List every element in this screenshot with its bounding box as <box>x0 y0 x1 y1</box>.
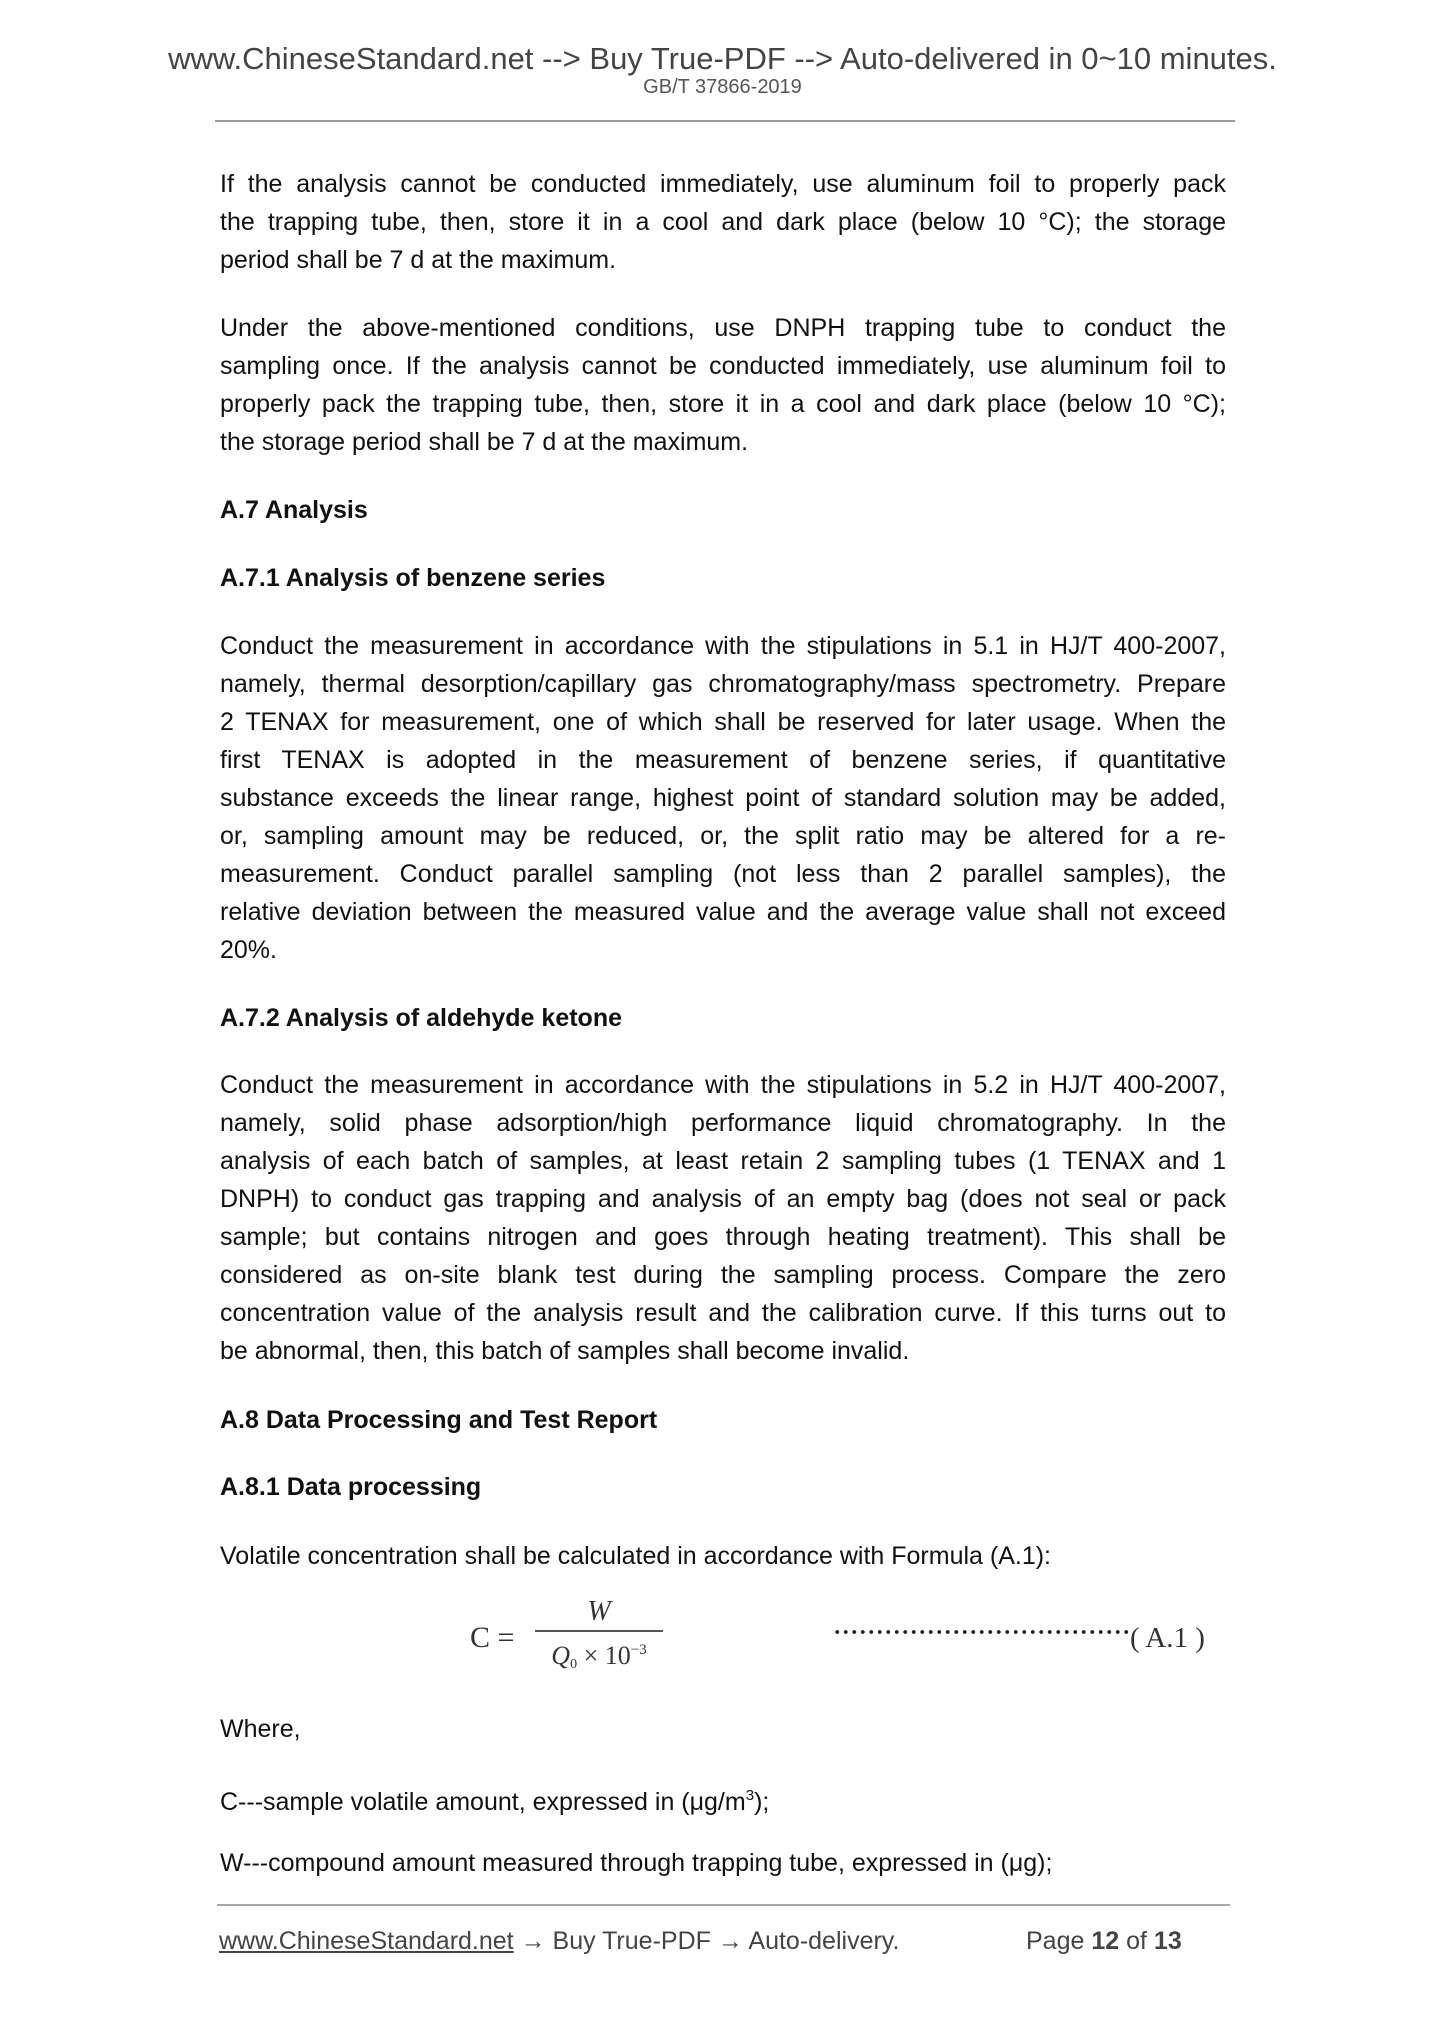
text-line: Under the above-mentioned conditions, use DNPH trapping tube to conduct the <box>220 314 1226 342</box>
text-line: relative deviation between the measured value and the average value shall not exceed <box>220 898 1226 926</box>
footer-site-link[interactable]: www.ChineseStandard.net <box>219 1927 514 1955</box>
fraction-bar <box>535 1630 663 1632</box>
header-divider <box>215 120 1235 122</box>
page-current: 12 <box>1091 1927 1120 1955</box>
page-indicator <box>1026 1922 1182 1960</box>
formula-fraction <box>535 1596 663 1680</box>
page-label: Page <box>1026 1927 1085 1955</box>
footer-divider <box>217 1904 1230 1906</box>
where-label: Where, <box>220 1715 301 1743</box>
text-line: be abnormal, then, this batch of samples shall become invalid. <box>220 1337 910 1365</box>
formula-lhs: C = <box>470 1621 515 1654</box>
of-label: of <box>1126 1927 1147 1955</box>
text-line: namely, solid phase adsorption/high performance liquid chromatography. In the <box>220 1109 1226 1137</box>
text-line: sampling once. If the analysis cannot be conducted immediately, use aluminum foil to <box>220 352 1226 380</box>
text-line: DNPH) to conduct gas trapping and analysis of an empty bag (does not seal or pack <box>220 1185 1226 1213</box>
paragraph-aldehyde-analysis <box>220 1066 1226 1370</box>
superscript-3: 3 <box>745 1787 755 1804</box>
paragraph-benzene-analysis <box>220 627 1226 969</box>
denominator-symbol: Q <box>551 1641 571 1670</box>
denominator-times: × 10 <box>577 1641 631 1670</box>
text-line: the storage period shall be 7 d at the maximum. <box>220 428 749 456</box>
text-line: concentration value of the analysis result and the calibration curve. If this turns out to <box>220 1299 1226 1327</box>
text-line: first TENAX is adopted in the measurement of benzene series, if quantitative <box>220 746 1226 774</box>
page-total: 13 <box>1153 1927 1182 1955</box>
text-line: 20%. <box>220 936 277 964</box>
formula-numerator: W <box>587 1596 611 1627</box>
text-line: the trapping tube, then, store it in a cool and dark place (below 10 °C); the storage <box>220 208 1226 236</box>
text-line: substance exceeds the linear range, highest point of standard solution may be added, <box>220 784 1226 812</box>
definition-c-text: C---sample volatile amount, expressed in (μg/m <box>220 1788 746 1816</box>
formula-denominator <box>535 1635 663 1680</box>
denominator-subscript: 0 <box>570 1657 578 1672</box>
section-heading-a7-1: A.7.1 Analysis of benzene series <box>220 564 606 592</box>
definition-w: W---compound amount measured through trapping tube, expressed in (μg); <box>220 1849 1053 1877</box>
definition-c-suffix: ); <box>754 1788 770 1816</box>
section-heading-a7-2: A.7.2 Analysis of aldehyde ketone <box>220 1004 622 1032</box>
section-heading-a8-1: A.8.1 Data processing <box>220 1473 482 1501</box>
section-heading-a8: A.8 Data Processing and Test Report <box>220 1406 658 1434</box>
text-line: properly pack the trapping tube, then, store it in a cool and dark place (below 10 °C); <box>220 390 1226 418</box>
text-line: Conduct the measurement in accordance with the stipulations in 5.2 in HJ/T 400-2007, <box>220 1071 1226 1099</box>
text-line: or, sampling amount may be reduced, or, the split ratio may be altered for a re- <box>220 822 1226 850</box>
definition-c <box>220 1777 769 1821</box>
paragraph-dnph-sampling <box>220 309 1226 461</box>
text-line: analysis of each batch of samples, at least retain 2 sampling tubes (1 TENAX and 1 <box>220 1147 1226 1175</box>
footer-left <box>219 1922 899 1960</box>
formula-number: ( A.1 ) <box>1130 1622 1205 1654</box>
formula-intro: Volatile concentration shall be calculated in accordance with Formula (A.1): <box>220 1542 1051 1570</box>
formula-dot-leader <box>833 1622 1129 1642</box>
text-line: 2 TENAX for measurement, one of which shall be reserved for later usage. When the <box>220 708 1226 736</box>
text-line: If the analysis cannot be conducted immediately, use aluminum foil to properly pack <box>220 170 1226 198</box>
text-line: considered as on-site blank test during the sampling process. Compare the zero <box>220 1261 1226 1289</box>
text-line: measurement. Conduct parallel sampling (not less than 2 parallel samples), the <box>220 860 1226 888</box>
footer-tagline: → Buy True-PDF → Auto-delivery. <box>513 1927 900 1955</box>
standard-number: GB/T 37866-2019 <box>643 76 802 98</box>
section-heading-a7: A.7 Analysis <box>220 496 368 524</box>
text-line: period shall be 7 d at the maximum. <box>220 246 617 274</box>
text-line: sample; but contains nitrogen and goes through heating treatment). This shall be <box>220 1223 1226 1251</box>
header-banner: www.ChineseStandard.net --> Buy True-PDF --> Auto-delivered in 0~10 minutes. <box>168 41 1277 76</box>
paragraph-storage <box>220 165 1226 279</box>
denominator-exponent: −3 <box>630 1642 647 1658</box>
text-line: namely, thermal desorption/capillary gas chromatography/mass spectrometry. Prepare <box>220 670 1226 698</box>
text-line: Conduct the measurement in accordance with the stipulations in 5.1 in HJ/T 400-2007, <box>220 632 1226 660</box>
